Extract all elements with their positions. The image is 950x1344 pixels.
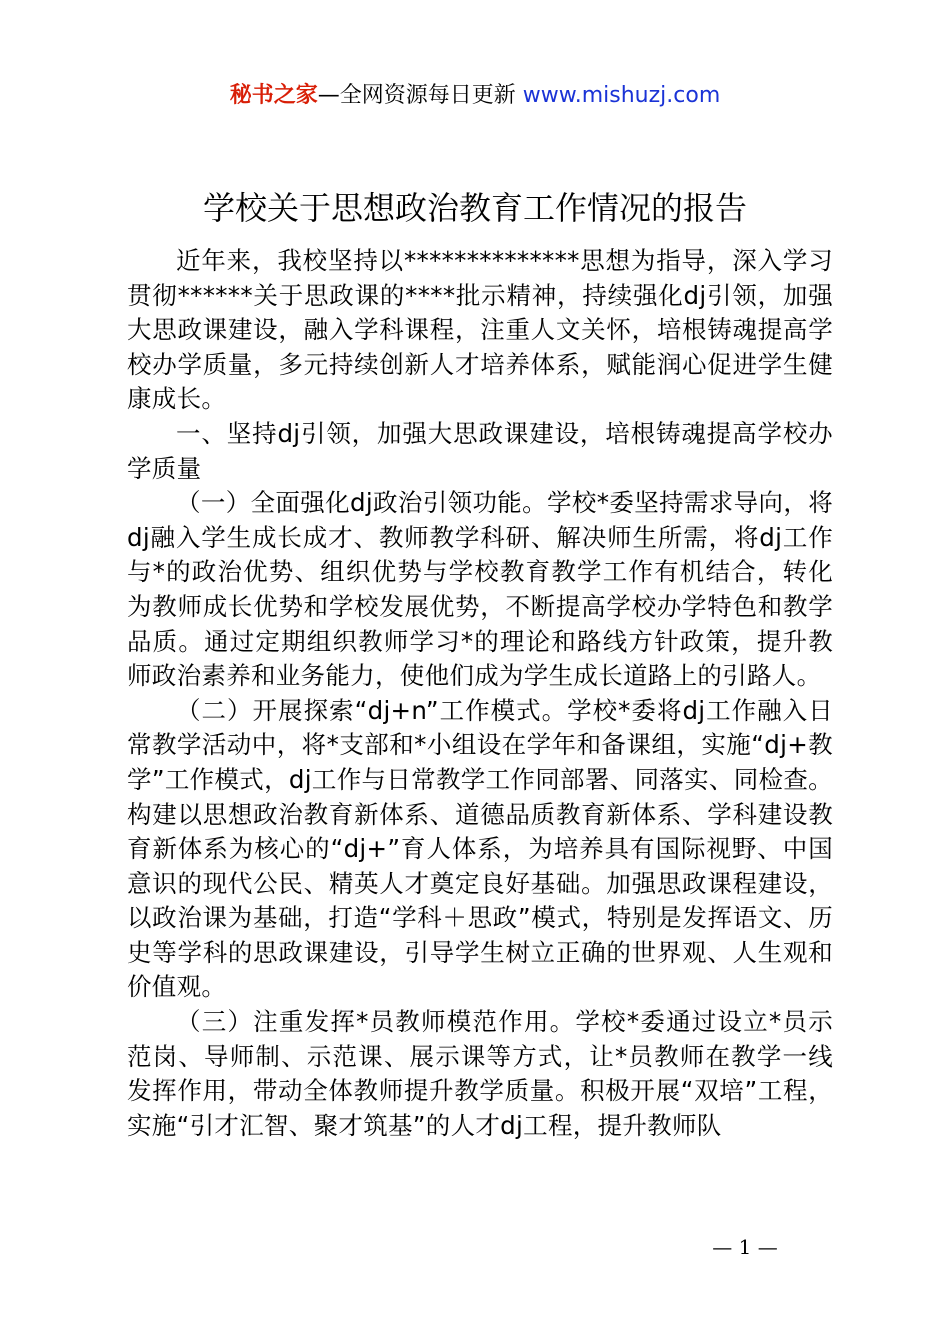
document-body: [127, 244, 833, 1143]
banner-url-link[interactable]: www.mishuzj.com: [522, 83, 721, 108]
document-title: 学校关于思想政治教育工作情况的报告: [202, 189, 747, 227]
section-heading-1: 一、坚持dj引领，加强大思政课建设，培根铸魂提高学校办学质量: [127, 418, 833, 483]
site-banner: [0, 81, 950, 111]
paragraph-2: （二）开展探索“dj+n”工作模式。学校*委将dj工作融入日常教学活动中，将*支部和*小组设在学年和备课组，实施“dj+教学”工作模式，dj工作与日常教学工作同部署、同落实、同检查。构建以思想政治教育新体系、道德品质教育新体系、学科建设教育新体系为核心的“dj+”育人体系，为培养具有国际视野、中国意识的现代公民、精英人才奠定良好基础。加强思政课程建设，以政治课为基础，打造“学科＋思政”模式，特别是发挥语文、历史等学科的思政课建设，引导学生树立正确的世界观、人生观和价值观。: [127, 695, 833, 1002]
banner-slogan: —全网资源每日更新: [317, 83, 516, 108]
paragraph-1: （一）全面强化dj政治引领功能。学校*委坚持需求导向，将dj融入学生成长成才、教师教学科研、解决师生所需，将dj工作与*的政治优势、组织优势与学校教育教学工作有机结合，转化为教师成长优势和学校发展优势，不断提高学校办学特色和教学品质。通过定期组织教师学习*的理论和路线方针政策，提升教师政治素养和业务能力，使他们成为学生成长道路上的引路人。: [127, 488, 833, 691]
banner-brand: 秘书之家: [229, 83, 318, 108]
paragraph-3: （三）注重发挥*员教师模范作用。学校*委通过设立*员示范岗、导师制、示范课、展示课等方式，让*员教师在教学一线发挥作用，带动全体教师提升教学质量。积极开展“双培”工程，实施“引才汇智、聚才筑基”的人才dj工程，提升教师队: [127, 1007, 833, 1140]
page-number: — 1 —: [712, 1235, 778, 1259]
paragraph-intro: 近年来，我校坚持以**************思想为指导，深入学习贯彻******关于思政课的****批示精神，持续强化dj引领，加强大思政课建设，融入学科课程，注重人文关怀，培根铸魂提高学校办学质量，多元持续创新人才培养体系，赋能润心促进学生健康成长。: [127, 246, 833, 414]
